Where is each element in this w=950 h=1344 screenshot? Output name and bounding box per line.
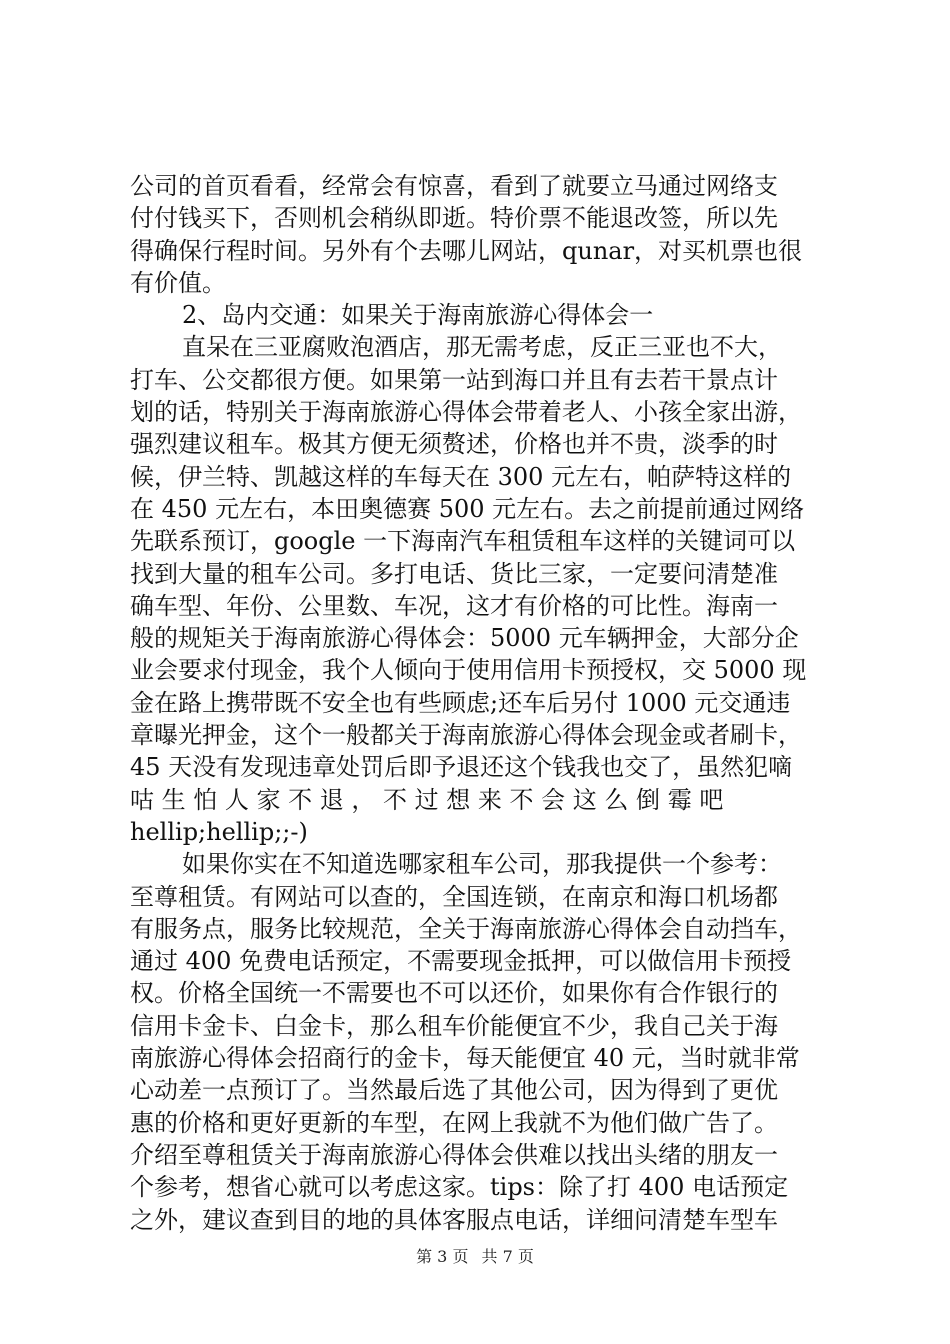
text-line: 之外，建议查到目的地的具体客服点电话，详细问清楚车型车: [130, 1205, 778, 1234]
text-line: 候，伊兰特、凯越这样的车每天在 300 元左右，帕萨特这样的: [130, 462, 792, 491]
text-line: 得确保行程时间。另外有个去哪儿网站，qunar，对买机票也很: [130, 236, 803, 265]
text-line: 有价值。: [130, 268, 226, 297]
text-line: 南旅游心得体会招商行的金卡，每天能便宜 40 元，当时就非常: [130, 1044, 800, 1073]
text-line: 强烈建议租车。极其方便无须赘述，价格也并不贵，淡季的时: [130, 430, 778, 459]
text-line: 信用卡金卡、白金卡，那么租车价能便宜不少，我自己关于海: [130, 1011, 778, 1040]
text-line: 咕 生 怕 人 家 不 退 ， 不 过 想 来 不 会 这 么 倒 霉 吧: [130, 785, 724, 814]
text-line: 直呆在三亚腐败泡酒店，那无需考虑，反正三亚也不大，: [182, 333, 782, 362]
paragraph-car-rental: [130, 331, 832, 848]
text-line: 如果你实在不知道选哪家租车公司，那我提供一个参考：: [182, 850, 782, 879]
text-line: 心动差一点预订了。当然最后选了其他公司，因为得到了更优: [130, 1076, 778, 1105]
text-line: 般的规矩关于海南旅游心得体会：5000 元车辆押金，大部分企: [130, 624, 799, 653]
text-line: 2、岛内交通：如果关于海南旅游心得体会一: [182, 301, 654, 330]
text-line: 权。价格全国统一不需要也不可以还价，如果你有合作银行的: [130, 979, 778, 1008]
text-line: 章曝光押金，这个一般都关于海南旅游心得体会现金或者刷卡，: [130, 721, 802, 750]
text-line: 至尊租赁。有网站可以查的，全国连锁，在南京和海口机场都: [130, 882, 778, 911]
text-line: 打车、公交都很方便。如果第一站到海口并且有去若干景点计: [130, 365, 778, 394]
paragraph-air-tickets: [130, 170, 832, 299]
paragraph-rental-recommendation: [130, 848, 832, 1236]
document-body: [130, 170, 832, 1236]
text-line: 找到大量的租车公司。多打电话、货比三家，一定要问清楚准: [130, 559, 778, 588]
text-line: 金在路上携带既不安全也有些顾虑;还车后另付 1000 元交通违: [130, 688, 791, 717]
text-line: 确车型、年份、公里数、车况，这才有价格的可比性。海南一: [130, 591, 778, 620]
text-line: hellip;hellip;;-): [130, 817, 308, 846]
text-line: 惠的价格和更好更新的车型，在网上我就不为他们做广告了。: [130, 1108, 778, 1137]
text-line: 有服务点，服务比较规范，全关于海南旅游心得体会自动挡车，: [130, 914, 802, 943]
page-number: 第 3 页: [416, 1247, 469, 1266]
page-footer: [0, 1244, 950, 1267]
text-line: 个参考，想省心就可以考虑这家。tips：除了打 400 电话预定: [130, 1173, 789, 1202]
text-line: 通过 400 免费电话预定，不需要现金抵押，可以做信用卡预授: [130, 947, 792, 976]
text-line: 45 天没有发现违章处罚后即予退还这个钱我也交了，虽然犯嘀: [130, 753, 793, 782]
text-line: 介绍至尊租赁关于海南旅游心得体会供难以找出头绪的朋友一: [130, 1140, 778, 1169]
page-total: 共 7 页: [481, 1247, 534, 1266]
section-heading-island-transport: [130, 299, 832, 331]
text-line: 业会要求付现金，我个人倾向于使用信用卡预授权，交 5000 现: [130, 656, 807, 685]
text-line: 划的话，特别关于海南旅游心得体会带着老人、小孩全家出游，: [130, 398, 802, 427]
text-line: 先联系预订，google 一下海南汽车租赁租车这样的关键词可以: [130, 527, 796, 556]
text-line: 公司的首页看看，经常会有惊喜，看到了就要立马通过网络支: [130, 172, 778, 200]
text-line: 在 450 元左右，本田奥德赛 500 元左右。去之前提前通过网络: [130, 494, 805, 523]
text-line: 付付钱买下，否则机会稍纵即逝。特价票不能退改签，所以先: [130, 204, 778, 233]
